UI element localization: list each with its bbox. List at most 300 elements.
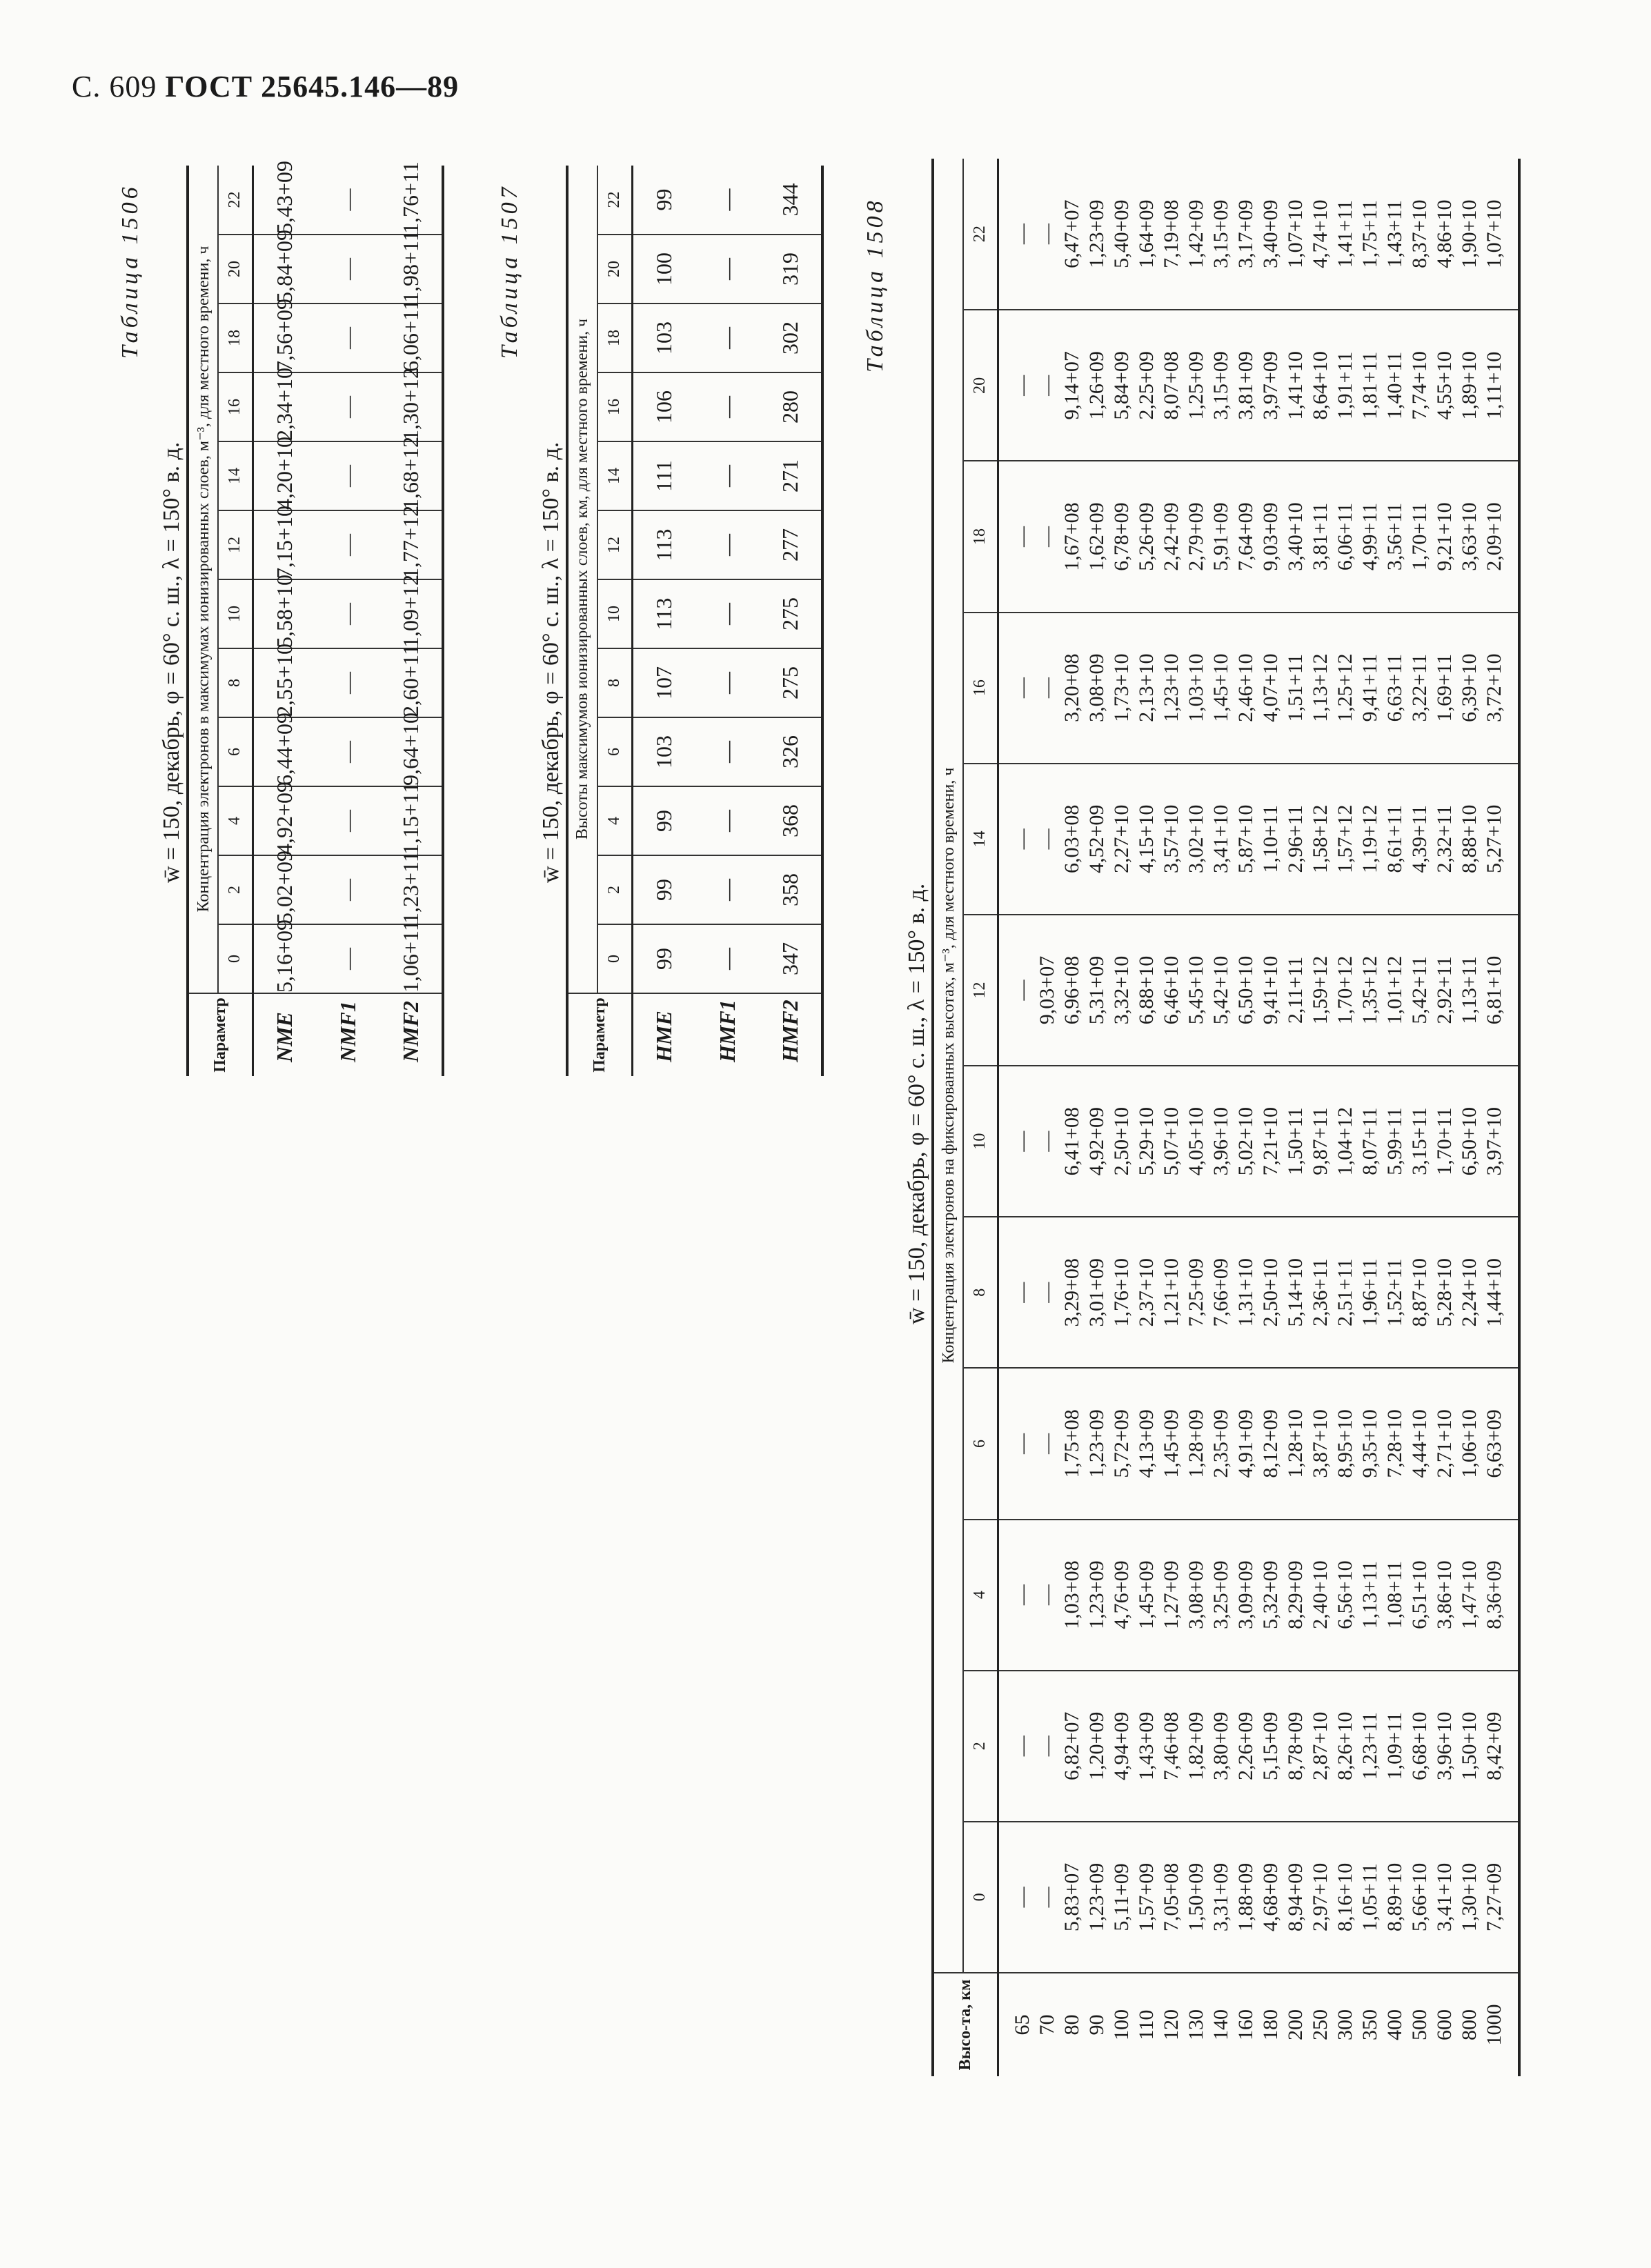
table-row [998,159,1519,2076]
table-cell: 4,92+09 [253,786,316,855]
table-cell: — [695,235,759,304]
table-cell: 1,03+08 [1060,1560,1083,1629]
group-header: Концентрация электронов на фиксированных высотах, м⁻³, для местного времени, ч [933,159,963,1973]
table-cell: 6,78+09 [1109,502,1133,571]
table-cell: 4,52+09 [1085,804,1108,874]
table-cell: — [1010,223,1034,245]
table-cell: 106 [632,372,695,441]
table-1506 [186,160,444,1076]
table-cell: 5,42+11 [1407,956,1431,1024]
table-cell: 4,94+09 [1109,1711,1133,1780]
table-cell: — [1035,1584,1058,1606]
altitude-value: 160 [1234,2009,1257,2040]
table-cell: 1,57+12 [1333,804,1356,874]
table-cell: 1,51+11 [1283,654,1307,722]
altitude-value: 1000 [1482,2004,1505,2046]
table-cell: 1,09+11 [1383,1712,1406,1780]
table-cell: 3,15+11 [1407,1107,1431,1175]
table-cell: 7,21+10 [1258,1106,1282,1176]
table-cell: 3,56+11 [1383,502,1406,571]
table-cell: — [316,166,379,235]
table-cell: 5,45+10 [1184,955,1207,1025]
table-1506-block [117,160,490,1076]
table-cell: 1,23+09 [1085,1862,1108,1932]
table-cell: 6,50+10 [1457,1106,1481,1176]
altitude-value: 800 [1457,2009,1481,2040]
table-cell: — [1035,1433,1058,1454]
param-name: NME [272,1012,297,1062]
table-cell: 3,22+11 [1407,654,1431,722]
table-cell: 2,50+10 [1109,1106,1133,1176]
table-cell: 4,13+09 [1134,1409,1158,1478]
table-cell: 319 [759,235,822,304]
table-cell: 302 [759,304,822,372]
hour-header: 8 [963,1217,998,1368]
table-cell: 271 [759,441,822,510]
table-cell: 1,21+10 [1159,1258,1183,1327]
altitude-value: 400 [1383,2009,1406,2040]
table-cell: — [1035,223,1058,245]
hour-column [998,1671,1519,1822]
table-cell: 5,11+09 [1109,1863,1133,1931]
hour-header: 18 [963,461,998,612]
altitude-value: 65 [1010,2014,1034,2036]
table-cell: 2,79+09 [1184,502,1207,571]
table-cell: 3,40+09 [1258,199,1282,268]
table-cell: 7,56+09 [253,304,316,372]
param-name: NMF2 [397,1001,423,1062]
table-cell: 8,94+09 [1283,1862,1307,1932]
table-cell: 6,44+09 [253,717,316,786]
table-cell: 1,75+08 [1060,1409,1083,1478]
table-cell: 2,50+10 [1258,1258,1282,1327]
table-cell: 1,50+09 [1184,1862,1207,1932]
table-cell: 2,27+10 [1109,804,1133,874]
table-cell: 2,55+10 [253,648,316,717]
table-cell: 4,92+09 [1085,1106,1108,1176]
table-cell: 1,52+11 [1383,1258,1406,1326]
table-cell: 100 [632,235,695,304]
table-cell: 6,56+10 [1333,1560,1356,1629]
table-cell: 2,36+11 [1308,1258,1332,1326]
table-cell: 5,16+09 [253,924,316,993]
hour-header: 2 [218,855,253,924]
table-cell: 1,89+10 [1457,351,1481,420]
table-cell: 6,46+10 [1159,955,1183,1025]
hour-header: 6 [218,717,253,786]
table-cell: 6,81+10 [1482,955,1505,1025]
table-cell: 1,09+12 [379,579,443,648]
table-cell: 347 [759,924,822,993]
table-cell: 8,37+10 [1407,199,1431,268]
table-row [695,166,759,1076]
table-cell: — [695,855,759,924]
table-cell: 4,15+10 [1134,804,1158,874]
table-cell: 2,35+09 [1209,1409,1232,1478]
table-cell: 103 [632,304,695,372]
table-cell: 9,64+10 [379,717,443,786]
table-cell: 3,57+10 [1159,804,1183,874]
table-cell: 7,64+09 [1234,502,1257,571]
table-cell: 103 [632,717,695,786]
table-cell: — [695,372,759,441]
table-cell: 1,75+11 [1358,199,1381,268]
table-cell: 113 [632,579,695,648]
table-cell: 1,07+10 [1283,199,1307,268]
table-cell: 1,41+10 [1283,351,1307,420]
table-cell: 5,32+09 [1258,1560,1282,1629]
table-cell: 6,82+07 [1060,1711,1083,1780]
table-cell: 1,28+09 [1184,1409,1207,1478]
hour-column [998,310,1519,461]
hour-header: 10 [597,579,632,648]
table-cell: 1,15+11 [379,786,443,855]
table-cell: 99 [632,924,695,993]
table-cell: 1,91+11 [1333,351,1356,420]
table-cell: 3,41+10 [1432,1862,1456,1932]
table-cell: 3,41+10 [1209,804,1232,874]
table-cell: 6,06+11 [1333,502,1356,571]
table-cell: 5,02+09 [253,855,316,924]
table-cell: 1,28+10 [1283,1409,1307,1478]
table-cell: 9,87+11 [1308,1107,1332,1175]
table-cell: 2,87+10 [1308,1711,1332,1780]
table-cell: 8,87+10 [1407,1258,1431,1327]
hour-header: 14 [597,441,632,510]
hour-header: 22 [963,159,998,310]
table-cell: 6,88+10 [1134,955,1158,1025]
table-cell: 5,58+10 [253,579,316,648]
hour-header: 4 [963,1520,998,1671]
table-cell: 6,41+08 [1060,1106,1083,1176]
table-cell: 1,90+10 [1457,199,1481,268]
table-cell: — [695,304,759,372]
table-cell: 9,41+10 [1258,955,1282,1025]
table-cell: — [1010,1584,1034,1606]
table-cell: 7,46+08 [1159,1711,1183,1780]
altitude-value: 140 [1209,2009,1232,2040]
table-cell: 1,23+11 [379,855,443,924]
table-1508-title: Таблица 1508 [862,197,888,372]
table-cell: 8,07+11 [1358,1107,1381,1175]
table-cell: — [1010,1887,1034,1908]
table-cell: — [1010,828,1034,850]
hour-header: 16 [597,372,632,441]
table-cell: 1,30+12 [379,372,443,441]
standard-number: ГОСТ 25645.146—89 [165,70,459,103]
hour-header: 12 [218,510,253,579]
table-cell: 5,40+09 [1109,199,1133,268]
hour-header: 12 [963,915,998,1066]
table-cell: 5,31+09 [1085,955,1108,1025]
table-cell: 9,21+10 [1432,502,1456,571]
table-cell: 2,51+11 [1333,1258,1356,1326]
table-cell: 1,41+11 [1333,199,1356,268]
hour-column [998,613,1519,764]
table-cell: 5,99+11 [1383,1107,1406,1175]
table-cell: 4,76+09 [1109,1560,1133,1629]
table-cell: 1,45+09 [1134,1560,1158,1629]
hour-column [998,764,1519,915]
hour-header: 20 [963,310,998,461]
table-cell: 1,44+10 [1482,1258,1505,1327]
altitude-value: 600 [1432,2009,1456,2040]
table-cell: — [1010,979,1034,1001]
table-cell: 3,87+10 [1308,1409,1332,1478]
table-cell: 9,03+09 [1258,502,1282,571]
table-cell: 9,35+10 [1358,1409,1381,1478]
table-cell: 1,68+12 [379,441,443,510]
table-cell: 1,31+10 [1234,1258,1257,1327]
table-cell: 3,20+08 [1060,653,1083,722]
table-cell: 5,28+10 [1432,1258,1456,1327]
table-cell: 5,84+09 [253,235,316,304]
hour-header: 4 [218,786,253,855]
table-cell: — [1010,1131,1034,1152]
table-cell: — [316,924,379,993]
table-cell: 6,68+10 [1407,1711,1431,1780]
table-cell: 5,14+10 [1283,1258,1307,1327]
table-cell: — [1035,828,1058,850]
table-cell: 5,43+09 [253,166,316,235]
table-cell: 2,37+10 [1134,1258,1158,1327]
table-cell: 5,66+10 [1407,1862,1431,1932]
table-cell: 1,76+11 [379,166,443,235]
table-cell: 1,13+11 [1457,956,1481,1024]
table-cell: — [1035,1282,1058,1303]
table-cell: 4,39+11 [1407,805,1431,873]
table-cell: — [695,786,759,855]
table-cell: 2,71+10 [1432,1409,1456,1478]
table-cell: 3,72+10 [1482,653,1505,722]
table-cell: 8,61+11 [1383,805,1406,873]
table-cell: 7,27+09 [1482,1862,1505,1932]
table-cell: 5,07+10 [1159,1106,1183,1176]
page-header [72,69,459,104]
hour-header: 22 [597,166,632,235]
table-cell: 3,25+09 [1209,1560,1232,1629]
altitude-value: 100 [1109,2009,1133,2040]
table-cell: 5,83+07 [1060,1862,1083,1932]
table-cell: — [316,855,379,924]
table-cell: 1,88+09 [1234,1862,1257,1932]
table-cell: 8,36+09 [1482,1560,1505,1629]
table-cell: 8,89+10 [1383,1862,1406,1932]
table-cell: 1,77+12 [379,510,443,579]
table-1507-block [497,166,814,1076]
table-cell: 3,09+09 [1234,1560,1257,1629]
table-cell: 1,58+12 [1308,804,1332,874]
hour-header: 20 [597,235,632,304]
table-cell: 5,72+09 [1109,1409,1133,1478]
altitude-value: 300 [1333,2009,1356,2040]
table-cell: 3,80+09 [1209,1711,1232,1780]
table-cell: 3,97+09 [1258,351,1282,420]
table-cell: 9,03+07 [1035,955,1058,1025]
table-cell: — [316,510,379,579]
table-cell: 8,16+10 [1333,1862,1356,1932]
hour-header: 2 [963,1671,998,1822]
table-cell: 6,51+10 [1407,1560,1431,1629]
table-cell: 2,24+10 [1457,1258,1481,1327]
table-cell: 8,29+09 [1283,1560,1307,1629]
table-cell: 2,32+11 [1432,805,1456,873]
table-cell: 1,76+10 [1109,1258,1133,1327]
table-cell: 2,60+11 [379,648,443,717]
table-cell: 7,66+09 [1209,1258,1232,1327]
table-cell: 1,42+09 [1184,199,1207,268]
table-cell: 1,45+09 [1159,1409,1183,1478]
table-cell: 1,13+12 [1308,653,1332,722]
group-header: Концентрация электронов в максимумах ионизированных слоев, м⁻³, для местного времени, ч [188,166,218,993]
hour-column [998,1217,1519,1368]
table-row [759,166,822,1076]
table-cell: 7,28+10 [1383,1409,1406,1478]
table-cell: 3,15+09 [1209,199,1232,268]
table-cell: 1,50+10 [1457,1711,1481,1780]
hour-column [998,915,1519,1066]
table-cell: 3,40+10 [1283,502,1307,571]
table-cell: 1,81+11 [1358,351,1381,420]
table-cell: 1,73+10 [1109,653,1133,722]
table-cell: 7,15+10 [253,510,316,579]
table-1507 [566,166,824,1076]
table-cell: 368 [759,786,822,855]
hour-header: 4 [597,786,632,855]
table-cell: 1,06+11 [379,924,443,993]
table-cell: 4,20+10 [253,441,316,510]
table-cell: 4,68+09 [1258,1862,1282,1932]
table-cell: 1,08+11 [1383,1560,1406,1629]
table-cell: 1,70+11 [1407,502,1431,571]
table-cell: 1,23+09 [1085,199,1108,268]
table-cell: 8,26+10 [1333,1711,1356,1780]
altitude-value: 80 [1060,2014,1083,2036]
table-cell: 1,40+11 [1383,351,1406,420]
altitude-value: 130 [1184,2009,1207,2040]
altitude-value: 350 [1358,2009,1381,2040]
table-cell: 1,05+11 [1358,1863,1381,1931]
table-cell: — [1010,1735,1034,1757]
table-cell: 2,42+09 [1159,502,1183,571]
hour-header: 8 [218,648,253,717]
hour-header: 10 [218,579,253,648]
table-cell: 1,23+11 [1358,1712,1381,1780]
table-cell: — [316,579,379,648]
altitude-value: 90 [1085,2014,1108,2036]
table-cell: 1,70+11 [1432,1107,1456,1175]
table-cell: 3,01+09 [1085,1258,1108,1327]
group-header: Высоты максимумов ионизированных слоев, км, для местного времени, ч [567,166,597,993]
table-cell: 1,23+10 [1159,653,1183,722]
table-cell: 3,29+08 [1060,1258,1083,1327]
altitude-value: 200 [1283,2009,1307,2040]
table-cell: 1,07+10 [1482,199,1505,268]
table-cell: — [1010,526,1034,548]
table-cell: 107 [632,648,695,717]
table-cell: 1,25+12 [1333,653,1356,722]
hour-column [998,1066,1519,1217]
page-number: С. 609 [72,70,157,103]
altitude-value: 120 [1159,2009,1183,2040]
table-cell: 5,27+10 [1482,804,1505,874]
table-cell: 2,40+10 [1308,1560,1332,1629]
table-cell: 3,81+09 [1234,351,1257,420]
table-cell: 1,11+10 [1482,351,1505,420]
table-cell: 1,47+10 [1457,1560,1481,1629]
table-cell: 7,05+08 [1159,1862,1183,1932]
table-cell: — [1035,1131,1058,1152]
table-cell: 1,23+09 [1085,1560,1108,1629]
table-1508 [931,159,1521,2076]
table-cell: 4,05+10 [1184,1106,1207,1176]
hour-column [998,461,1519,612]
altitude-value: 180 [1258,2009,1282,2040]
table-row [632,166,695,1076]
table-cell: 99 [632,166,695,235]
table-1508-block [862,159,1601,2076]
hour-header: 0 [963,1822,998,1973]
param-header: Параметр [188,993,253,1076]
table-cell: 275 [759,579,822,648]
table-cell: 1,82+09 [1184,1711,1207,1780]
table-cell: 1,43+09 [1134,1711,1158,1780]
table-cell: 5,91+09 [1209,502,1232,571]
table-row [316,166,379,1076]
hour-header: 20 [218,235,253,304]
hour-column [998,159,1519,310]
param-name: HMF1 [714,999,740,1062]
table-cell: 1,01+12 [1383,955,1406,1025]
table-cell: — [316,786,379,855]
table-cell: 8,12+09 [1258,1409,1282,1478]
table-cell: 344 [759,166,822,235]
table-cell: 7,19+08 [1159,199,1183,268]
table-cell: — [1035,1887,1058,1908]
table-cell: 1,06+10 [1457,1409,1481,1478]
table-cell: — [1010,375,1034,396]
table-cell: — [1010,677,1034,699]
table-cell: 3,96+10 [1209,1106,1232,1176]
hour-header: 0 [597,924,632,993]
table-cell: 1,04+12 [1333,1106,1356,1176]
table-cell: 4,55+10 [1432,351,1456,420]
table-cell: 99 [632,786,695,855]
table-cell: — [1035,677,1058,699]
table-cell: 3,97+10 [1482,1106,1505,1176]
table-cell: 5,84+09 [1109,351,1133,420]
hour-header: 2 [597,855,632,924]
table-cell: 1,98+11 [379,235,443,304]
table-cell: 1,57+09 [1134,1862,1158,1932]
table-cell: 8,07+08 [1159,351,1183,420]
hour-column [998,1822,1519,1973]
table-cell: 3,17+09 [1234,199,1257,268]
table-cell: 1,25+09 [1184,351,1207,420]
table-cell: 2,13+10 [1134,653,1158,722]
table-row [379,166,443,1076]
table-cell: 1,03+10 [1184,653,1207,722]
table-cell: 1,50+11 [1283,1107,1307,1175]
altitude-value: 500 [1407,2009,1431,2040]
table-cell: 5,26+09 [1134,502,1158,571]
table-cell: — [695,924,759,993]
table-cell: 6,63+11 [1383,654,1406,722]
table-cell: — [1010,1433,1034,1454]
altitude-value: 250 [1308,2009,1332,2040]
hour-header: 14 [963,764,998,915]
table-cell: 1,96+11 [1358,1258,1381,1326]
